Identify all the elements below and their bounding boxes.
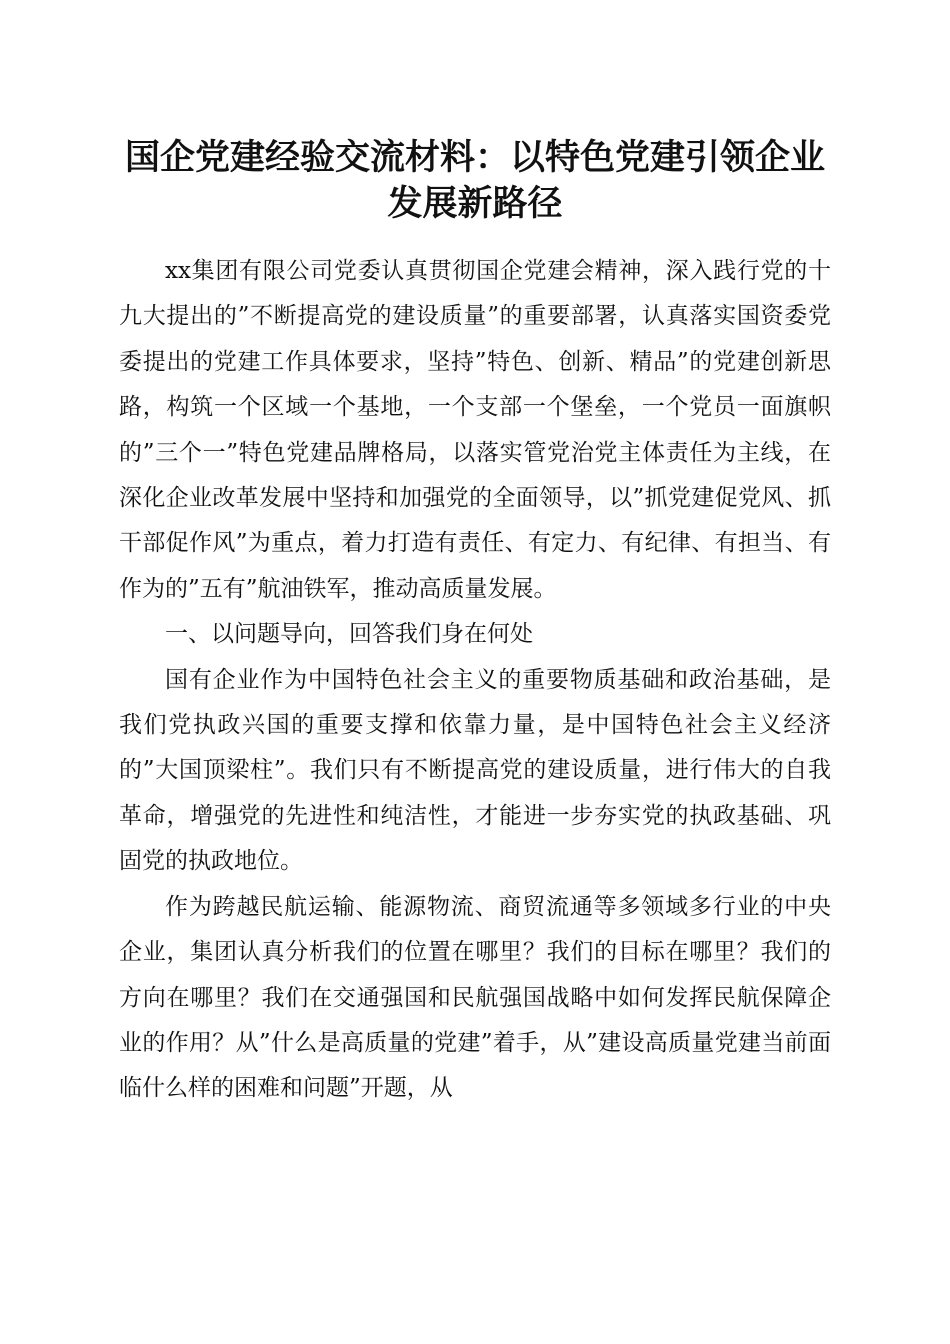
intro-paragraph: xx集团有限公司党委认真贯彻国企党建会精神，深入践行党的十九大提出的”不断提高党的建设质量”的重要部署，认真落实国资委党委提出的党建工作具体要求，坚持”特色、创新、精品”的党建创新思路，构筑一个区域一个基地，一个支部一个堡垒，一个党员一面旗帜的”三个一”特色党建品牌格局，以落实管党治党主体责任为主线，在深化企业改革发展中坚持和加强党的全面领导，以”抓党建促党风、抓干部促作风”为重点，着力打造有责任、有定力、有纪律、有担当、有作为的”五有”航油铁军，推动高质量发展。	[119, 258, 831, 602]
section-heading-1: 一、以问题导向，回答我们身在何处	[165, 621, 533, 648]
body-paragraph-2: 作为跨越民航运输、能源物流、商贸流通等多领域多行业的中央企业，集团认真分析我们的位置在哪里？我们的目标在哪里？我们的方向在哪里？我们在交通强国和民航强国战略中如何发挥民航保障企业的作用？从”什么是高质量的党建”着手，从”建设高质量党建当前面临什么样的困难和问题”开题，从	[119, 893, 831, 1102]
document-title-line-2: 发展新路径	[387, 183, 563, 224]
document-body	[119, 249, 831, 1112]
document-title-line-1: 国企党建经验交流材料：以特色党建引领企业	[124, 137, 825, 178]
body-paragraph-1: 国有企业作为中国特色社会主义的重要物质基础和政治基础，是我们党执政兴国的重要支撑和依靠力量，是中国特色社会主义经济的”大国顶梁柱”。我们只有不断提高党的建设质量，进行伟大的自我革命，增强党的先进性和纯洁性，才能进一步夯实党的执政基础、巩固党的执政地位。	[119, 666, 831, 875]
